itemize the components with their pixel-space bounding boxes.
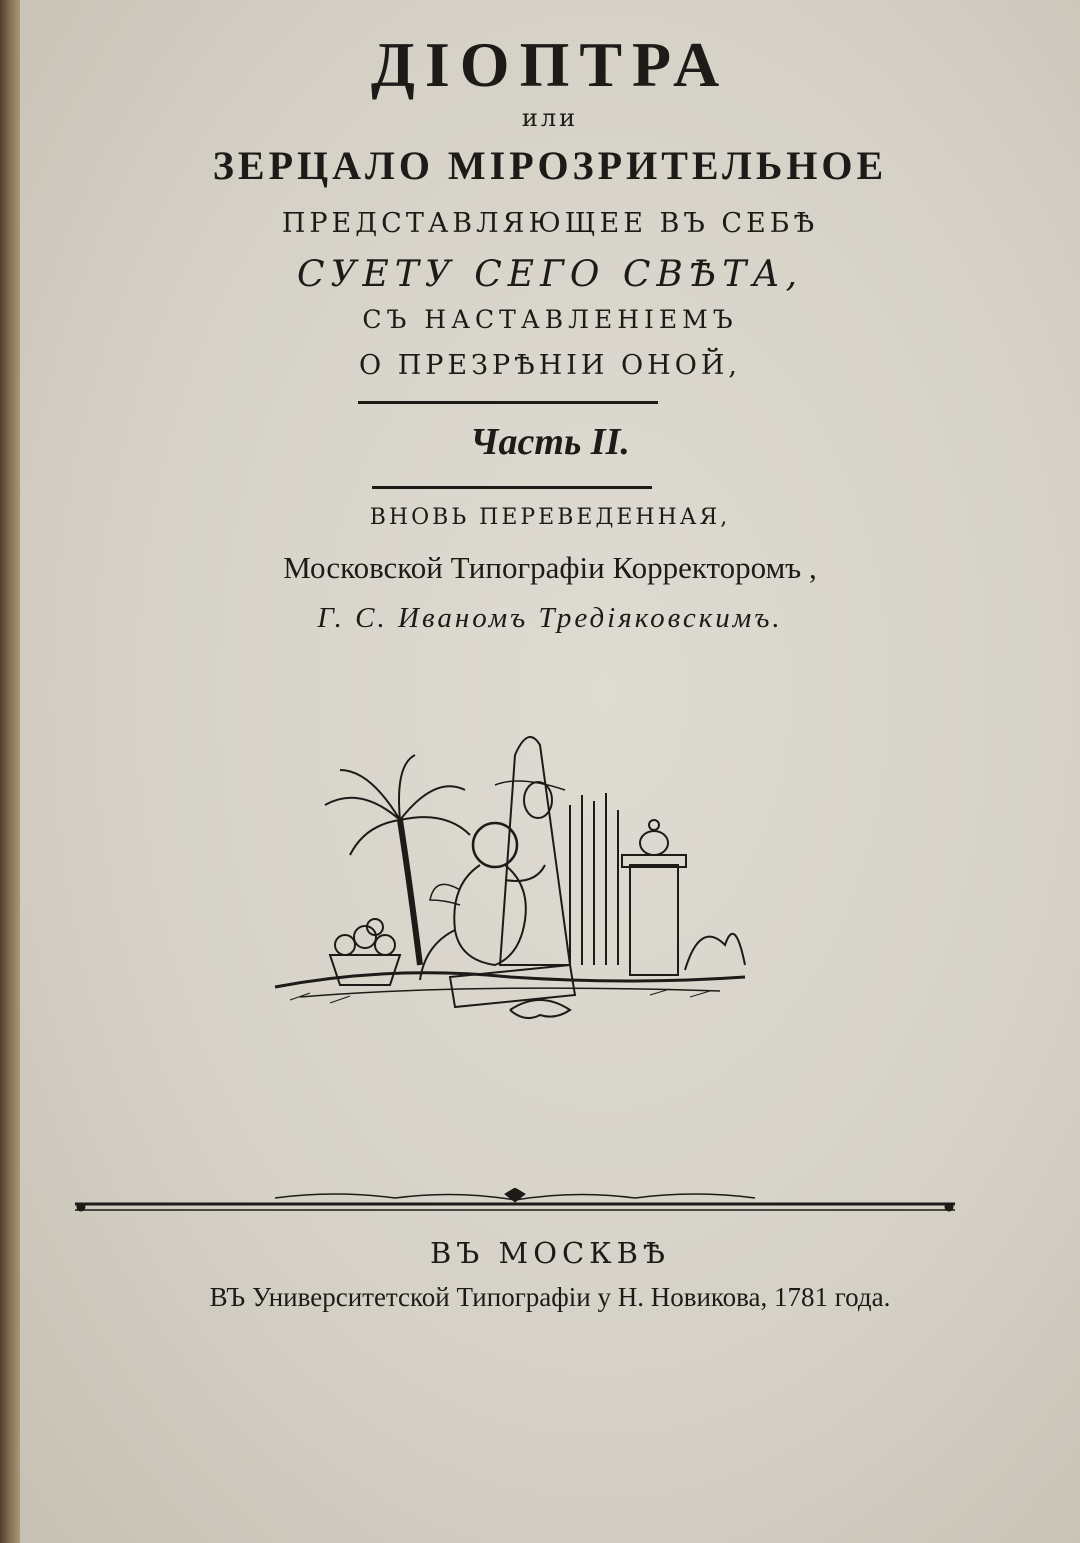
imprint-publisher: ВЪ Университетской Типографiи у Н. Новикова, 1781 года.	[209, 1282, 891, 1312]
subtitle-line-2: СУЕТУ СЕГО СВѢТА,	[296, 254, 804, 295]
ornamental-rule-icon	[75, 1188, 955, 1228]
book-subtitle: ЗЕРЦАЛО МIРОЗРИТЕЛЬНОЕ	[212, 143, 888, 188]
divider-rule	[358, 401, 658, 404]
subtitle-line-1: ПРЕДСТАВЛЯЮЩЕЕ ВЪ СЕБѢ	[281, 208, 819, 239]
imprint-city: ВЪ МОСКВѢ	[429, 1236, 671, 1270]
book-title: ДIОПТРА	[370, 29, 730, 100]
title-page	[20, 0, 1080, 1543]
title-conjunction: или	[521, 104, 579, 132]
part-number: Часть II.	[470, 421, 630, 463]
divider-rule	[372, 486, 652, 489]
subtitle-line-4: О ПРЕЗРѢНIИ ОНОЙ,	[359, 350, 741, 381]
subtitle-line-3: СЪ НАСТАВЛЕНIЕМЪ	[362, 305, 738, 334]
translator-role: Московской Типографiи Корректоромъ ,	[283, 550, 817, 585]
cherub-vignette-icon	[270, 715, 750, 1025]
translator-name: Г. С. Иваномъ Тредiяковскимъ.	[317, 602, 783, 634]
translation-note: ВНОВЬ ПЕРЕВЕДЕННАЯ,	[369, 505, 731, 530]
